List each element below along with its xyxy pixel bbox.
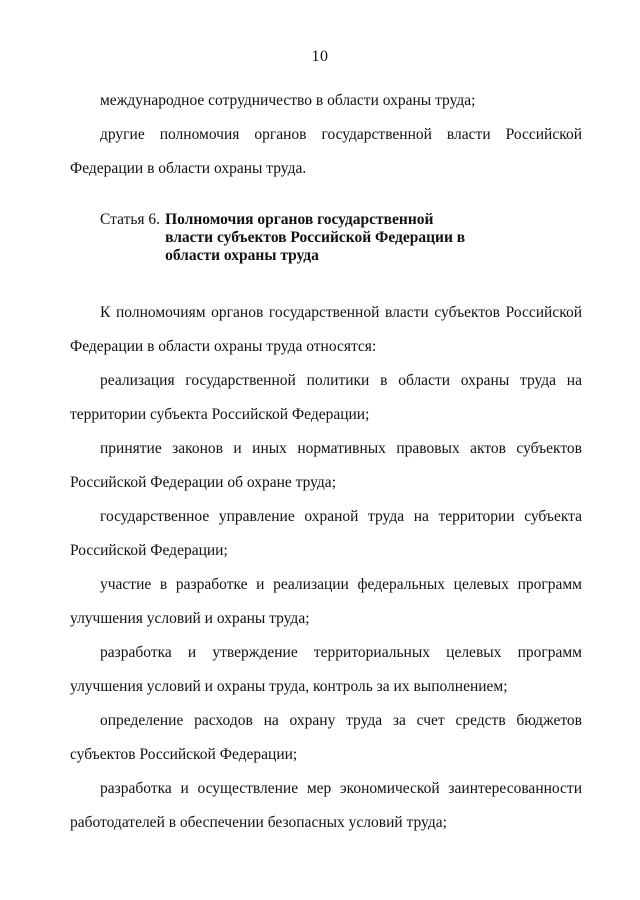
paragraph-body-6: разработка и утверждение территориальных целевых программ улучшения условий и охраны труда, контроль за их выполнением; bbox=[70, 644, 582, 695]
paragraph-body-4: государственное управление охраной труда на территории субъекта Российской Федерации; bbox=[70, 508, 582, 559]
paragraph-body-8: разработка и осуществление мер экономической заинтересованности работодателей в обеспечении безопасных условий труда; bbox=[70, 780, 582, 831]
paragraph-body-2: реализация государственной политики в области охраны труда на территории субъекта Российской Федерации; bbox=[70, 372, 582, 423]
article-heading bbox=[70, 211, 582, 265]
paragraph-body-7: определение расходов на охрану труда за счет средств бюджетов субъектов Российской Федерации; bbox=[70, 712, 582, 763]
paragraph-body-3: принятие законов и иных нормативных правовых актов субъектов Российской Федерации об охране труда; bbox=[70, 440, 582, 491]
paragraph-body-1: К полномочиям органов государственной власти субъектов Российской Федерации в области охраны труда относятся: bbox=[70, 304, 582, 355]
article-label: Статья 6. bbox=[100, 211, 161, 228]
article-title: Полномочия органов государственной власти субъектов Российской Федерации в области охраны труда bbox=[165, 211, 466, 264]
paragraph-intro-2: другие полномочия органов государственной власти Российской Федерации в области охраны труда. bbox=[70, 126, 582, 177]
paragraph-body-5: участие в разработке и реализации федеральных целевых программ улучшения условий и охраны труда; bbox=[70, 576, 582, 627]
document-body bbox=[70, 84, 582, 840]
paragraph-intro-1: международное сотрудничество в области охраны труда; bbox=[100, 92, 476, 109]
page-number: 10 bbox=[311, 48, 329, 65]
